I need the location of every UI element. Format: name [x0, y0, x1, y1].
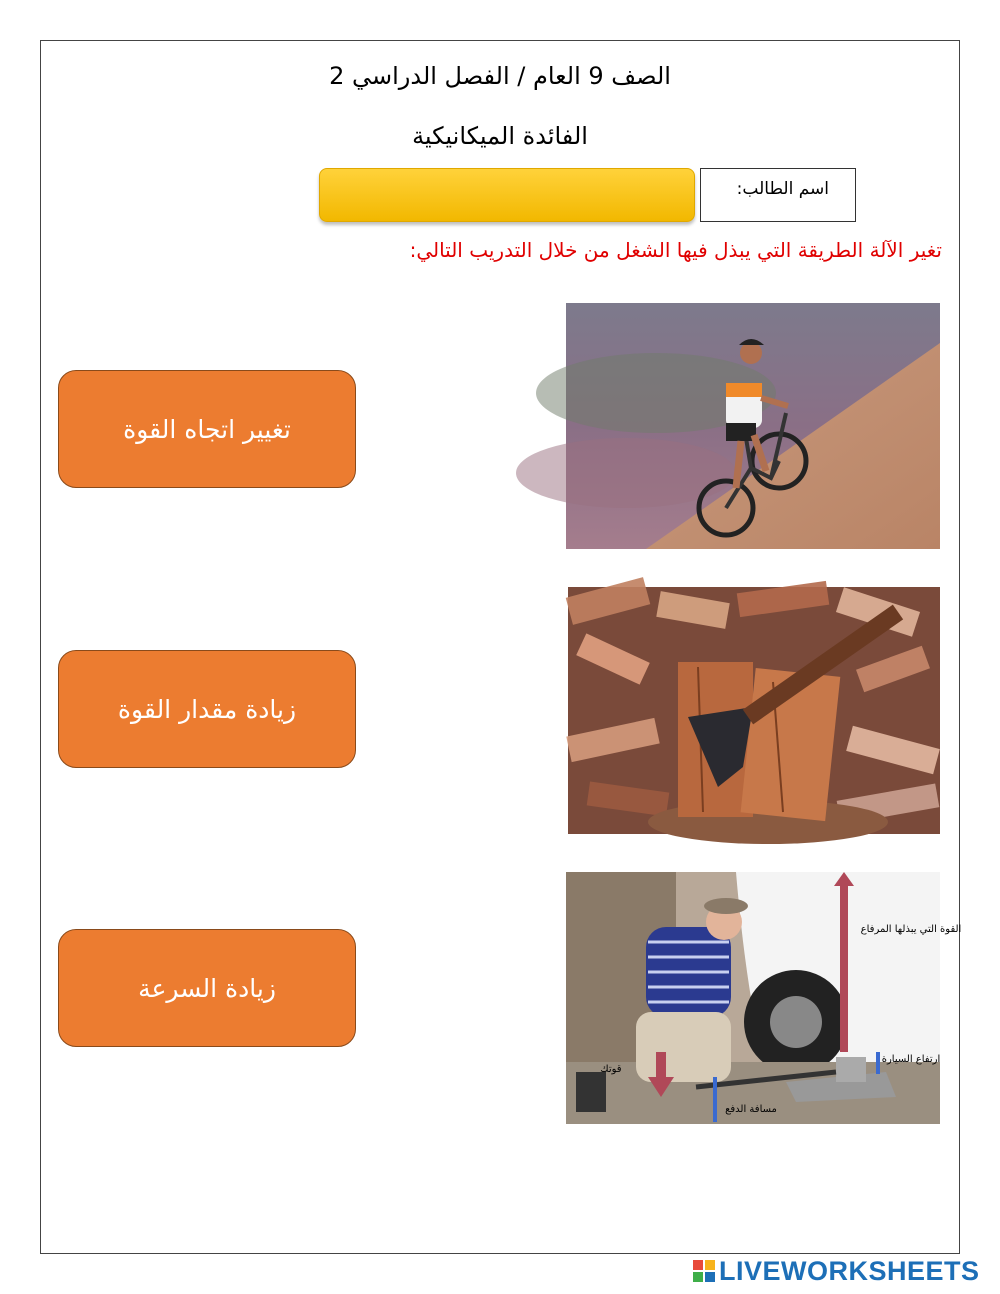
- jack-lift-label: ارتفاع السيارة: [881, 1054, 941, 1065]
- student-name-label: اسم الطالب:: [700, 168, 856, 222]
- answer-change-direction[interactable]: تغيير اتجاه القوة: [58, 370, 356, 488]
- jack-your-force-label: قوتك: [600, 1064, 622, 1075]
- cyclist-image: [566, 303, 940, 549]
- jack-force-label: القوة التي يبذلها المرفاع: [860, 924, 962, 935]
- car-jack-image: [566, 872, 962, 1124]
- student-name-input[interactable]: [319, 168, 695, 222]
- page-title: الصف 9 العام / الفصل الدراسي 2: [329, 62, 671, 90]
- axe-wood-image: [568, 587, 940, 834]
- jack-push-distance-label: مسافة الدفع: [725, 1104, 777, 1115]
- answer-increase-force[interactable]: زيادة مقدار القوة: [58, 650, 356, 768]
- logo-text: LIVEWORKSHEETS: [719, 1255, 980, 1286]
- answer-increase-speed[interactable]: زيادة السرعة: [58, 929, 356, 1047]
- liveworksheets-logo: [693, 1256, 980, 1286]
- logo-icon: [693, 1260, 715, 1282]
- page-subtitle: الفائدة الميكانيكية: [412, 122, 588, 150]
- instruction-text: تغير الآلة الطريقة التي يبذل فيها الشغل من خلال التدريب التالي:: [409, 238, 942, 262]
